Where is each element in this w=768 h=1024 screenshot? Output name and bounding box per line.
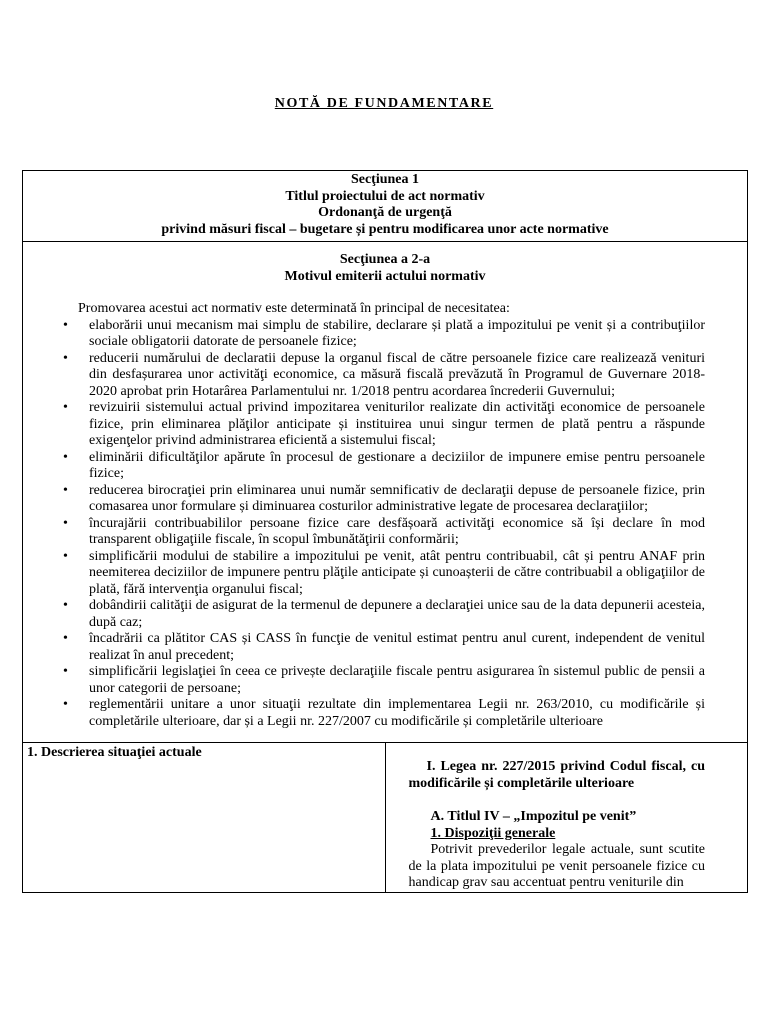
row-label: 1. Descrierea situaţiei actuale (23, 743, 386, 893)
list-item-text: reglementării unitare a unor situaţii rezultate din implementarea Legii nr. 263/2010, cu modificările și completările ulterioare, dar și a Legii nr. 227/2007 cu modificările și completările ulterioare (89, 697, 705, 729)
bullet-icon: • (63, 350, 68, 366)
bullet-icon: • (63, 515, 68, 531)
list-item-text: încadrării ca plătitor CAS și CASS în funcţie de venitul estimat pentru anul curent, independent de venitul realizat în anul precedent; (89, 631, 705, 663)
list-item-text: simplificării legislaţiei în ceea ce privește declaraţiile fiscale pentru asigurarea în sistemul public de pensii a unor categorii de persoane; (89, 664, 705, 696)
list-item-text: revizuirii sistemului actual privind impozitarea veniturilor realizate din activităţi economice de persoanele fizice, prin eliminarea plăţilor anticipate și instituirea unui singur termen de plată pentru a răspunde exigenţelor privind administrarea eficientă a sistemului fiscal; (89, 400, 705, 448)
bullet-icon: • (63, 548, 68, 564)
list-item-text: eliminării dificultăţilor apărute în procesul de gestionare a deciziilor de impunere emise pentru persoanele fizice; (89, 449, 705, 481)
bullet-icon: • (63, 400, 68, 415)
list-item-text: reducerii numărului de declaratii depuse la organul fiscal de către persoanele fizice care realizează venituri din desfașurarea unor activităţi economice, ca măsură fiscală prevăzută în Programul de Guvernare 2018-2020 aprobat prin Hotarârea Parlamentului nr. 1/2018 pentru acordarea încrederii Guvernului; (89, 350, 705, 399)
bullet-icon: • (63, 697, 68, 712)
list-item (23, 697, 747, 730)
bullet-icon: • (63, 317, 68, 333)
list-item-text: elaborării unui mecanism mai simplu de stabilire, declarare și plată a impozitului pe venit și a contribuţiilor sociale obligatorii datorate de persoanele fizice; (89, 317, 705, 349)
bullet-icon: • (63, 664, 68, 679)
reasons-list (23, 318, 747, 731)
section1-subtitle: Titlul proiectului de act normativ (285, 188, 485, 204)
list-item (23, 450, 747, 483)
row-content (385, 743, 748, 893)
bullet-icon: • (63, 482, 68, 498)
section2-intro: Promovarea acestui act normativ este determinată în principal de necesitatea: (78, 301, 510, 316)
bullet-icon: • (63, 598, 68, 613)
list-item (23, 351, 747, 401)
law-title: I. Legea nr. 227/2015 privind Codul fiscal, cu modificările și completările ulterioare (408, 759, 705, 791)
section1-cell (23, 171, 748, 242)
list-item (23, 400, 747, 450)
act-type: Ordonanţă de urgenţă (318, 205, 452, 220)
section2-row (23, 242, 748, 743)
page-title: NOTĂ DE FUNDAMENTARE (274, 96, 494, 111)
section1-row (23, 171, 748, 242)
bullet-icon: • (63, 449, 68, 465)
list-item-text: simplificării modului de stabilire a impozitului pe venit, atât pentru contribuabil, cât și pentru ANAF prin neemiterea deciziilor de impunere pentru plăţile anticipate și cunoașterii de către contribuabil a obligaţiilor de plată, fără intervenţia organului fiscal; (89, 548, 705, 597)
list-item (23, 549, 747, 599)
list-item (23, 598, 747, 631)
list-item-text: reducerea birocraţiei prin eliminarea unui număr semnificativ de declaraţii depuse de persoanele fizice, prin comasarea unor formulare și diminuarea costurilor administrative legate de procesarea declaraţiilor; (89, 482, 705, 514)
paragraph: Potrivit prevederilor legale actuale, sunt scutite de la plata impozitului pe venit persoanele fizice cu handicap grav sau accentuat pentru veniturile din (408, 842, 705, 890)
list-item (23, 483, 747, 516)
section1-heading: Secţiunea 1 (350, 172, 420, 187)
document-table (22, 170, 748, 893)
section2-cell (23, 242, 748, 743)
list-item (23, 516, 747, 549)
title-a: A. Titlul IV – „Impozitul pe venit” (430, 809, 637, 824)
list-item-text: dobândirii calităţii de asigurat de la termenul de depunere a declaraţiei unice sau de la data depunerii acesteia, după caz; (89, 598, 705, 630)
list-item (23, 631, 747, 664)
sub-heading: 1. Dispoziţii generale (430, 825, 556, 841)
list-item (23, 664, 747, 697)
act-title: privind măsuri fiscal – bugetare și pentru modificarea unor acte normative (161, 221, 609, 237)
section2-subtitle: Motivul emiterii actului normativ (284, 268, 486, 284)
list-item (23, 318, 747, 351)
list-item-text: încurajării contribuabililor persoane fizice care desfășoară activităţi economice să își declare în mod transparent obligaţiile fiscale, în scopul îmbunătăţirii conformării; (89, 515, 705, 547)
bullet-icon: • (63, 631, 68, 646)
section2-heading: Secţiunea a 2-a (339, 252, 431, 267)
description-row (23, 743, 748, 893)
